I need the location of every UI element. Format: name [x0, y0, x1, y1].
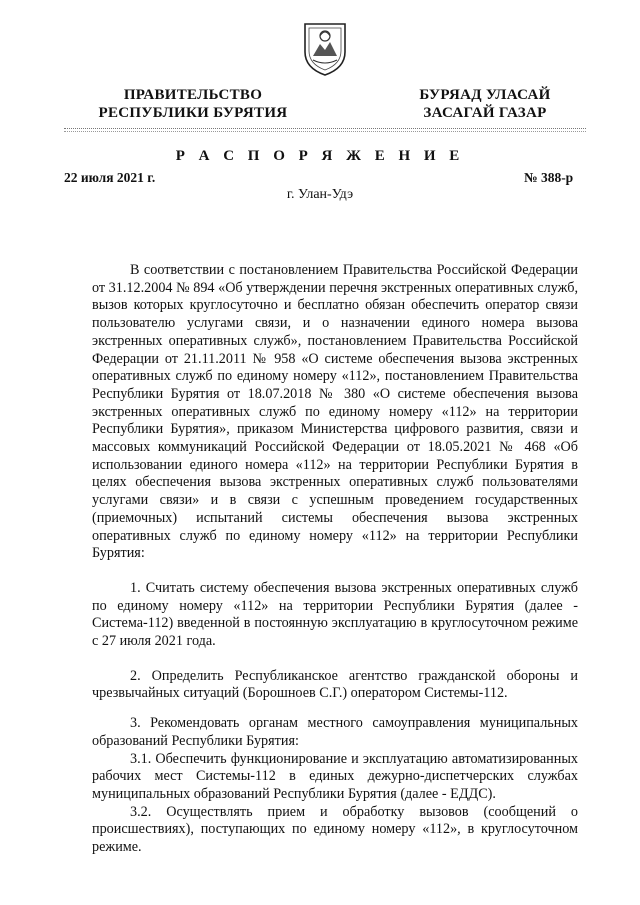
government-name-buryat: [400, 86, 570, 122]
item-3-1-paragraph: 3.1. Обеспечить функционирование и эксплуатацию автоматизированных рабочих мест Системы-112 в единых дежурно-диспетчерских службах муниципальных образований Республики Бурятия (далее - ЕДДС).: [92, 750, 578, 802]
document-body: [92, 262, 578, 857]
header-divider: [64, 128, 586, 129]
item-3-2-paragraph: 3.2. Осуществлять прием и обработку вызовов (сообщений о происшествиях), поступающих по единому номеру «112», в круглосуточном режиме.: [92, 803, 578, 856]
item-2-paragraph: 2. Определить Республиканское агентство гражданской обороны и чрезвычайных ситуаций (Борошноев С.Г.) оператором Системы-112.: [92, 667, 578, 702]
item-3-paragraph: 3. Рекомендовать органам местного самоуправления муниципальных образований Республики Бурятия:: [92, 715, 578, 749]
header-right-line2: ЗАСАГАЙ ГАЗАР: [423, 105, 547, 121]
header-divider-secondary: [64, 131, 586, 132]
document-city: г. Улан-Удэ: [286, 187, 354, 202]
header-right-line1: БУРЯАД УЛАСАЙ: [419, 87, 551, 103]
coat-of-arms-icon: [300, 18, 350, 78]
document-date: 22 июля 2021 г.: [64, 170, 156, 185]
government-name-russian: [78, 86, 308, 122]
header-left-line2: РЕСПУБЛИКИ БУРЯТИЯ: [98, 105, 288, 121]
document-title: Р А С П О Р Я Ж Е Н И Е: [175, 148, 465, 164]
header-left-line1: ПРАВИТЕЛЬСТВО: [123, 87, 263, 103]
preamble-paragraph: В соответствии с постановлением Правительства Российской Федерации от 31.12.2004 № 894 «Об утверждении перечня экстренных оперативных служб, вызов которых круглосуточно и бесплатно обязан обеспечить оператор связи пользователю услугами связи, и о назначении единого номера вызова экстренных оперативных служб», постановлением Правительства Российской Федерации от 21.11.2011 № 958 «О системе обеспечения вызова экстренных оперативных служб по единому номеру «112», постановлением Правительства Республики Бурятия от 18.07.2018 № 380 «О системе обеспечения вызова экстренных оперативных служб по единому номеру «112» на территории Республики Бурятия», приказом Министерства цифрового развития, связи и массовых коммуникаций Российской Федерации от 18.05.2021 № 468 «Об использовании единого номера «112» на территории Республики Бурятия в целях обеспечения вызова экстренных оперативных служб пользователями услугами связи» и в связи с успешным проведением государственных (приемочных) испытаний системы обеспечения вызова экстренных оперативных служб по единому номеру «112» на территории Республики Бурятия:: [92, 262, 578, 562]
item-1-paragraph: 1. Считать систему обеспечения вызова экстренных оперативных служб по единому номеру «112» на территории Республики Бурятия (далее - Система-112) введенной в постоянную эксплуатацию в круглосуточном режиме с 27 июля 2021 года.: [92, 579, 578, 650]
document-number: № 388-р: [524, 170, 574, 185]
